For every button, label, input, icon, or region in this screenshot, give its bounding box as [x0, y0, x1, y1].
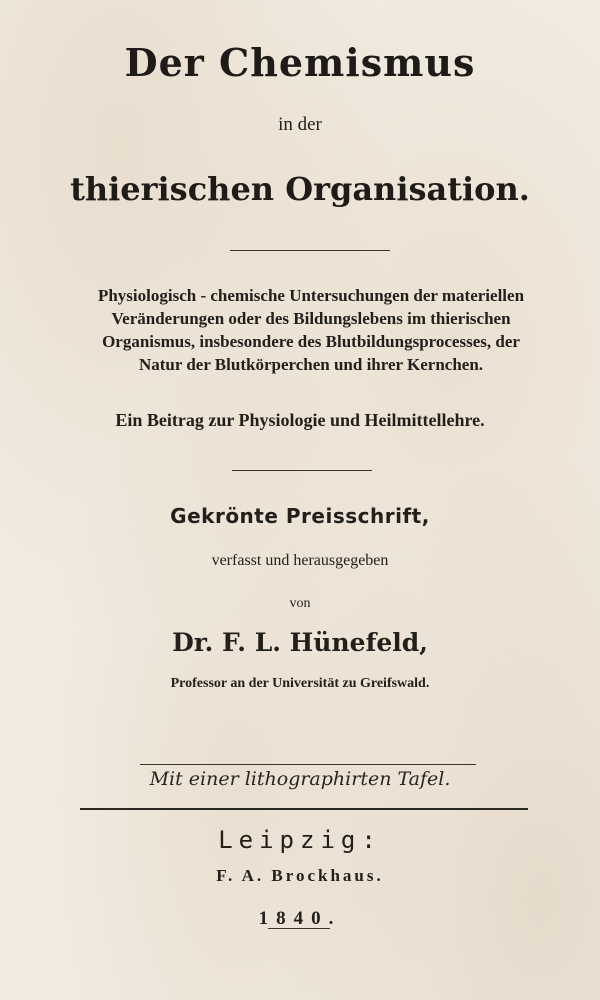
divider-rule [268, 928, 330, 929]
book-title: Der Chemismus [124, 40, 476, 85]
by-line: von [289, 596, 311, 611]
author-name: Dr. F. L. Hünefeld, [172, 628, 428, 657]
description-line: Veränderungen oder des Bildungslebens im thierischen [111, 309, 511, 328]
plate-note: Mit einer lithographirten Tafel. [149, 768, 451, 790]
divider-rule [140, 764, 476, 765]
divider-rule [232, 470, 372, 471]
authored-line: verfasst und herausgegeben [211, 552, 389, 569]
title-connector: in der [278, 114, 322, 135]
imprint-publisher: F. A. Brockhaus. [216, 866, 384, 885]
imprint-city: Leipzig: [218, 826, 382, 854]
award-label: Gekrönte Preisschrift, [170, 504, 430, 528]
description-line: Physiologisch - chemische Untersuchungen der materiellen [97, 286, 525, 305]
author-affiliation: Professor an der Universität zu Greifswald. [170, 676, 430, 691]
divider-rule [80, 808, 528, 810]
divider-rule [230, 250, 390, 251]
contribution-line: Ein Beitrag zur Physiologie und Heilmittellehre. [115, 410, 485, 430]
book-subtitle: thierischen Organisation. [70, 170, 530, 208]
imprint-year: 1840. [258, 908, 342, 929]
description-paragraph [66, 284, 556, 376]
description-line: Organismus, insbesondere des Blutbildungsprocesses, der [102, 332, 520, 351]
description-line: Natur der Blutkörperchen und ihrer Kernchen. [138, 355, 484, 374]
